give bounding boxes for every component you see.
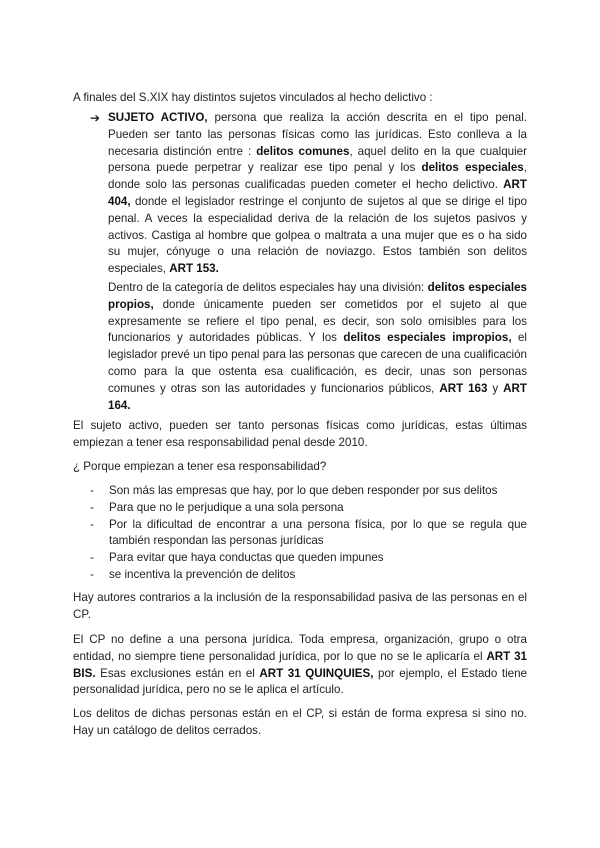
art-31-bis-ref: ART 31 BIS.	[73, 649, 528, 680]
catalogo-paragraph: Los delitos de dichas personas están en el CP, si están de forma expresa si sino no. Hay un catálogo de delitos cerrados.	[73, 707, 527, 737]
especiales-impropios-term: delitos especiales impropios,	[343, 331, 512, 345]
intro-paragraph: A finales del S.XIX hay distintos sujetos vinculados al hecho delictivo :	[73, 91, 433, 104]
question-heading: ¿ Porque empiezan a tener esa responsabilidad?	[73, 460, 327, 473]
list-item	[73, 550, 527, 567]
text-span: Esas exclusiones están en el	[95, 666, 260, 680]
text-span: por ejemplo, el Estado tiene personalidad jurídica, pero no se le aplica el artículo.	[73, 666, 527, 697]
list-item	[73, 517, 527, 551]
text-span: persona que realiza la acción descrita en el tipo penal. Pueden ser tanto las personas físicas como las jurídicas. Esto conlleva a la necesaria distinción entre :	[108, 111, 527, 158]
art-31-quinquies-ref: ART 31 QUINQUIES,	[259, 666, 374, 680]
persona-juridica-paragraph	[73, 632, 527, 699]
dash-bullet: -	[90, 551, 94, 565]
art-153-ref: ART 153.	[169, 262, 219, 276]
delitos-especiales-term: delitos especiales	[421, 161, 524, 175]
list-item-text: Son más las empresas que hay, por lo que deben responder por sus delitos	[109, 484, 498, 497]
list-item	[73, 483, 527, 500]
list-item	[73, 500, 527, 517]
list-item-text: Para que no le perjudique a una sola persona	[109, 500, 344, 514]
reasons-list	[73, 483, 527, 584]
dash-bullet: -	[90, 500, 94, 514]
dash-bullet: -	[90, 567, 94, 581]
text-span: el legislador prevé un tipo penal para las personas que carecen de una cualificación como para la que ostenta esa cualificación, es decir, unas son personas comunes y otras son las autoridades y funcionarios públicos,	[108, 331, 528, 395]
authors-paragraph: Hay autores contrarios a la inclusión de la responsabilidad pasiva de las personas en el CP.	[73, 591, 527, 621]
list-item-text: se incentiva la prevención de delitos	[109, 567, 296, 581]
sujeto-activo-summary: El sujeto activo, pueden ser tanto personas físicas como jurídicas, estas últimas empiezan a tener esa responsabilidad penal desde 2010.	[73, 419, 527, 449]
text-span: El CP no define a una persona jurídica. Toda empresa, organización, grupo o otra entidad, no siempre tiene personalidad jurídica, por lo que no se le aplicaría el	[73, 633, 527, 663]
text-span: , donde solo las personas cualificadas pueden cometer el hecho delictivo.	[108, 161, 527, 192]
sujeto-activo-term: SUJETO ACTIVO,	[108, 111, 208, 124]
list-item-text: Por la dificultad de encontrar a una persona física, por lo que se regula que también respondan las personas jurídicas	[109, 517, 527, 548]
arrow-bullet-icon: ➔	[90, 111, 101, 125]
dash-bullet: -	[90, 484, 94, 497]
art-164-ref: ART 164.	[108, 381, 527, 412]
text-span: y	[487, 381, 504, 395]
text-span: donde el legislador restringe el conjunto de sujetos al que se dirige el tipo penal. A veces la especialidad deriva de la relación de los sujetos pasivos y activos. Castiga al hombre que golpea o maltrata a una mujer que es o ha sido su mujer, cónyuge o una relación de noviazgo. Estos también son delitos especiales,	[108, 194, 527, 276]
art-163-ref: ART 163	[439, 381, 488, 395]
art-404-ref: ART 404,	[108, 178, 527, 208]
dash-bullet: -	[90, 517, 94, 531]
delitos-especiales-paragraph	[108, 280, 527, 414]
sujeto-activo-paragraph	[108, 110, 527, 278]
list-item-text: Para evitar que haya conductas que queden impunes	[109, 551, 384, 565]
text-span: Dentro de la categoría de delitos especiales hay una división:	[108, 281, 428, 294]
list-item	[73, 567, 527, 584]
text-span: donde únicamente pueden ser cometidos por el sujeto al que expresamente se refiere el tipo penal, es decir, son solo omisibles para los funcionarios y autoridades públicas. Y los	[108, 297, 527, 345]
text-span: , aquel delito en la que cualquier persona puede perpetrar y realizar ese tipo penal y los	[108, 144, 527, 175]
delitos-comunes-term: delitos comunes	[256, 144, 350, 158]
especiales-propios-term: delitos especiales propios,	[108, 281, 527, 311]
